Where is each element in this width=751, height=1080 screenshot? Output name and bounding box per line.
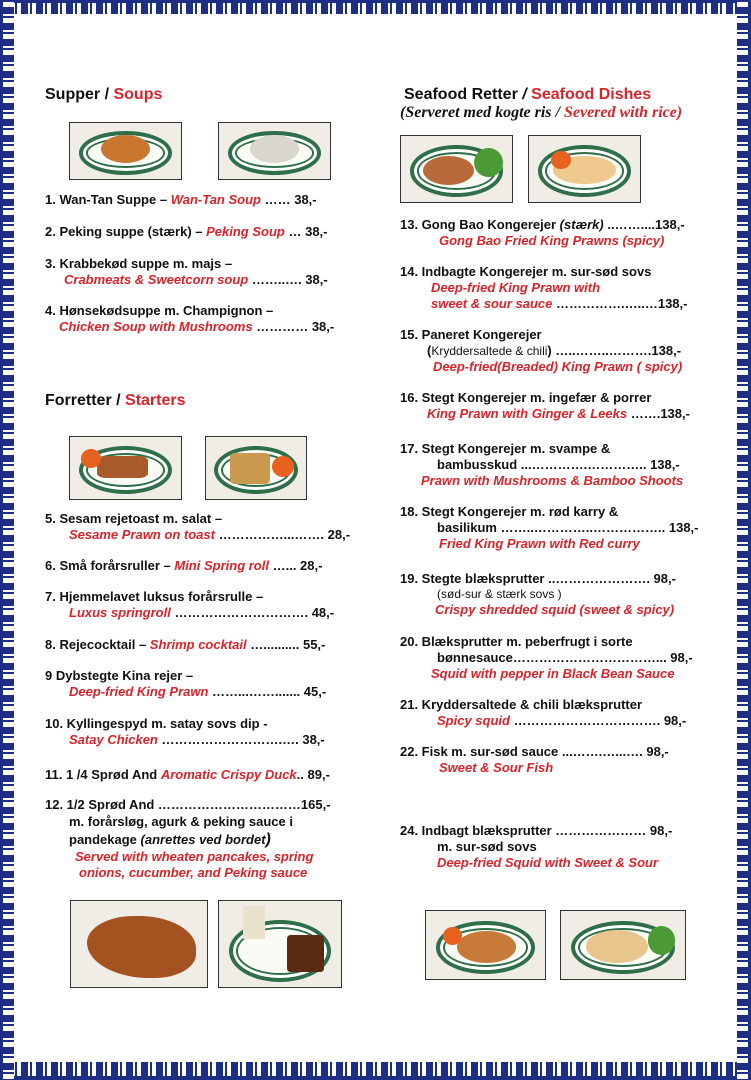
dish-name-en: Satay Chicken: [69, 732, 158, 747]
dish-desc-da: m. forårsløg, agurk & peking sauce i: [69, 814, 293, 829]
pancake-basket-icon: [243, 906, 265, 939]
seafood-item-17-en: Prawn with Mushrooms & Bamboo Shoots: [421, 473, 684, 488]
paren-open: (: [427, 343, 432, 358]
seafood-item-15: 15. Paneret Kongerejer: [400, 327, 542, 342]
seafood-item-16: 16. Stegt Kongerejer m. ingefær & porrer: [400, 390, 652, 405]
dish-name-da: 12. 1/2 Sprød And ……………………………165,-: [45, 797, 331, 812]
dish-name-da: 2. Peking suppe (stærk) –: [45, 224, 203, 239]
starter-item-12-line2: [69, 814, 293, 829]
seafood-item-19: 19. Stegte blæksprutter ..…………………. 98,-: [400, 571, 676, 586]
garnish-shape: [443, 927, 462, 945]
dish-name-en: Chicken Soup with Mushrooms: [59, 319, 253, 334]
soups-heading-da: Supper /: [45, 86, 110, 103]
soup-item-2: [45, 224, 328, 239]
seafood-heading-en: Seafood Dishes: [531, 86, 652, 103]
dish-note-paren: ): [265, 831, 271, 848]
garnish-shape: [551, 151, 571, 169]
dish-name-da: 10. Kyllingespyd m. satay sovs dip -: [45, 716, 268, 731]
starter-item-5: [45, 511, 222, 526]
seafood-item-14: 14. Indbagte Kongerejer m. sur-sød sovs: [400, 264, 652, 279]
garnish-shape: [648, 926, 675, 955]
starter-item-8: [45, 637, 325, 652]
starter-item-7: [45, 589, 263, 604]
soup-item-4: [45, 303, 273, 318]
starter-item-10-line2: [69, 732, 325, 747]
starter-item-12-line3: [69, 831, 271, 849]
border-right: [737, 0, 751, 1080]
seafood-item-13: [400, 217, 685, 232]
dish-name-da: 1. Wan-Tan Suppe –: [45, 192, 168, 207]
seafood-item-18-en: Fried King Prawn with Red curry: [439, 536, 640, 551]
starter-photo-1: [69, 436, 182, 500]
dish-name-en: Wan-Tan Soup: [170, 192, 261, 207]
border-top: [0, 0, 751, 14]
seafood-subheading-en: Severed with rice): [563, 104, 683, 121]
seafood-item-19-en: Crispy shredded squid (sweet & spicy): [435, 602, 675, 617]
starters-heading: [45, 392, 186, 410]
seafood-item-21: 21. Kryddersaltede & chili blæksprutter: [400, 697, 643, 712]
dish-name-en: Sesame Prawn on toast: [69, 527, 215, 542]
dish-price: ……………...……. 28,-: [218, 527, 351, 542]
dish-name-en: Crabmeats & Sweetcorn soup: [64, 272, 249, 287]
sweet-sour-dish-icon: [457, 931, 517, 962]
dish-name-da: 8. Rejecocktail –: [45, 637, 147, 652]
dish-price: ……………………………. 98,-: [513, 713, 687, 728]
dish-price: ) …..……..……….138,-: [547, 343, 682, 358]
dish-name-da: 9 Dybstegte Kina rejer –: [45, 668, 194, 683]
starters-heading-en: Starters: [125, 392, 186, 409]
dish-price: .. 89,-: [296, 767, 330, 782]
dish-name-da: 4. Hønsekødsuppe m. Champignon –: [45, 303, 274, 318]
dish-name-en: Shrimp cocktail: [149, 637, 247, 652]
starter-item-7-line2: [69, 605, 334, 620]
border-bottom: [0, 1062, 751, 1080]
dish-name-da: 5. Sesam rejetoast m. salat –: [45, 511, 223, 526]
seafood-item-22-en: Sweet & Sour Fish: [439, 760, 554, 775]
seafood-item-17-line2: bambusskud ...………….………….. 138,-: [437, 457, 680, 472]
dish-name-en: Luxus springroll: [69, 605, 171, 620]
dish-name-da: 7. Hjemmelavet luksus forårsrulle –: [45, 589, 264, 604]
dish-note: (anrettes ved bordet: [140, 832, 266, 847]
seafood-item-19-line2: (sød-sur & stærk sovs ): [437, 587, 562, 601]
spring-roll-icon: [230, 453, 270, 484]
soup-item-3: [45, 256, 232, 271]
seafood-item-20-en: Squid with pepper in Black Bean Sauce: [431, 666, 675, 681]
seafood-heading-sep: /: [522, 86, 527, 103]
seafood-item-24-en: Deep-fried Squid with Sweet & Sour: [437, 855, 659, 870]
soup-item-1: [45, 192, 317, 207]
seafood-item-18: 18. Stegt Kongerejer m. rød karry &: [400, 504, 619, 519]
seafood-photo-2: [528, 135, 641, 203]
dish-price: …….138,-: [630, 406, 690, 421]
soup-item-4-line2: [59, 319, 334, 334]
starter-item-9-line2: [69, 684, 326, 699]
soup-item-3-line2: [64, 272, 328, 287]
dish-name-en: King Prawn with Ginger & Leeks: [427, 406, 628, 421]
seafood-item-17: 17. Stegt Kongerejer m. svampe &: [400, 441, 611, 456]
dish-price: ….......... 55,-: [250, 637, 326, 652]
seafood-heading: [404, 86, 651, 104]
dish-price: ..……....138,-: [607, 217, 685, 232]
seafood-heading-da: Seafood Retter: [404, 86, 518, 103]
soup-photo-1: [69, 122, 182, 180]
dish-name-da: 6. Små forårsruller –: [45, 558, 171, 573]
dish-name-en: Aromatic Crispy Duck: [160, 767, 297, 782]
dish-price: …… 38,-: [264, 192, 317, 207]
roast-duck-icon: [87, 916, 196, 978]
dish-desc-da: pandekage: [69, 832, 137, 847]
dish-price: ………… 38,-: [256, 319, 335, 334]
seafood-item-20-line2: bønnesauce……………………………... 98,-: [437, 650, 693, 665]
starter-item-12-line4: Served with wheaten pancakes, spring: [75, 849, 314, 864]
squid-rings-icon: [586, 930, 648, 963]
garnish-shape: [272, 456, 294, 477]
dish-name-da: 3. Krabbekød suppe m. majs –: [45, 256, 233, 271]
pancake-photo: [218, 900, 342, 988]
starter-photo-2: [205, 436, 307, 500]
soups-heading-en: Soups: [113, 86, 163, 103]
dish-note: Kryddersaltede & chili: [431, 344, 548, 358]
starter-item-12: [45, 797, 331, 812]
dish-price: … 38,-: [288, 224, 328, 239]
dish-price: …………………………. 48,-: [174, 605, 335, 620]
seafood-item-24: 24. Indbagt blæksprutter ………………… 98,-: [400, 823, 673, 838]
border-left: [0, 0, 14, 1080]
seafood-item-16-line2: [427, 406, 690, 421]
soups-heading: [45, 86, 162, 104]
dish-name-en: Deep-fried King Prawn: [69, 684, 209, 699]
seafood-item-18-line2: basilikum ……..…………..…………….. 138,-: [437, 520, 699, 535]
seafood-item-20: 20. Blæksprutter m. peberfrugt i sorte: [400, 634, 633, 649]
garnish-shape: [81, 449, 101, 468]
dish-name-en: Spicy squid: [437, 713, 510, 728]
dish-note: (stærk): [559, 217, 604, 232]
dish-price: ……...……....... 45,-: [212, 684, 327, 699]
soup-photo-2: [218, 122, 331, 180]
dish-name-en: Mini Spring roll: [174, 558, 269, 573]
seafood-item-14-line3: [431, 296, 687, 311]
garnish-shape: [474, 148, 503, 177]
starter-item-5-line2: [69, 527, 350, 542]
seafood-item-13-en: Gong Bao Fried King Prawns (spicy): [439, 233, 665, 248]
starter-item-11: [45, 767, 330, 782]
seafood-photo-4: [560, 910, 686, 980]
starter-item-9: [45, 668, 193, 683]
satay-skewer-icon: [97, 456, 148, 478]
starter-item-12-line5: onions, cucumber, and Peking sauce: [79, 865, 308, 880]
seafood-subheading-da: (Serveret med kogte ris /: [400, 104, 560, 121]
duck-photo: [70, 900, 208, 988]
seafood-photo-1: [400, 135, 513, 203]
dish-name-da: 11. 1 /4 Sprød And: [45, 767, 158, 782]
seafood-subheading: [400, 104, 682, 122]
seafood-item-15-line2: [427, 343, 681, 358]
duck-slices-icon: [287, 935, 324, 971]
dish-name-da: 13. Gong Bao Kongerejer: [400, 217, 557, 232]
seafood-item-24-line2: m. sur-sød sovs: [437, 839, 537, 854]
seafood-item-22: 22. Fisk m. sur-sød sauce ...…….…...…. 98,-: [400, 744, 669, 759]
gong-bao-prawn-icon: [423, 156, 474, 185]
seafood-item-15-en: Deep-fried(Breaded) King Prawn ( spicy): [433, 359, 683, 374]
dish-name-en: Peking Soup: [206, 224, 285, 239]
starter-item-10: [45, 716, 268, 731]
seafood-item-14-en: Deep-fried King Prawn with: [431, 280, 601, 295]
dish-price: …………….…..…138,-: [556, 296, 688, 311]
seafood-photo-3: [425, 910, 546, 980]
dish-price: …... 28,-: [272, 558, 323, 573]
seafood-item-21-line2: [437, 713, 686, 728]
dish-price: ……..…. 38,-: [251, 272, 328, 287]
starter-item-6: [45, 558, 322, 573]
starters-heading-da: Forretter /: [45, 392, 121, 409]
dish-price: ……………………….…. 38,-: [161, 732, 325, 747]
dish-name-en: sweet & sour sauce: [431, 296, 553, 311]
